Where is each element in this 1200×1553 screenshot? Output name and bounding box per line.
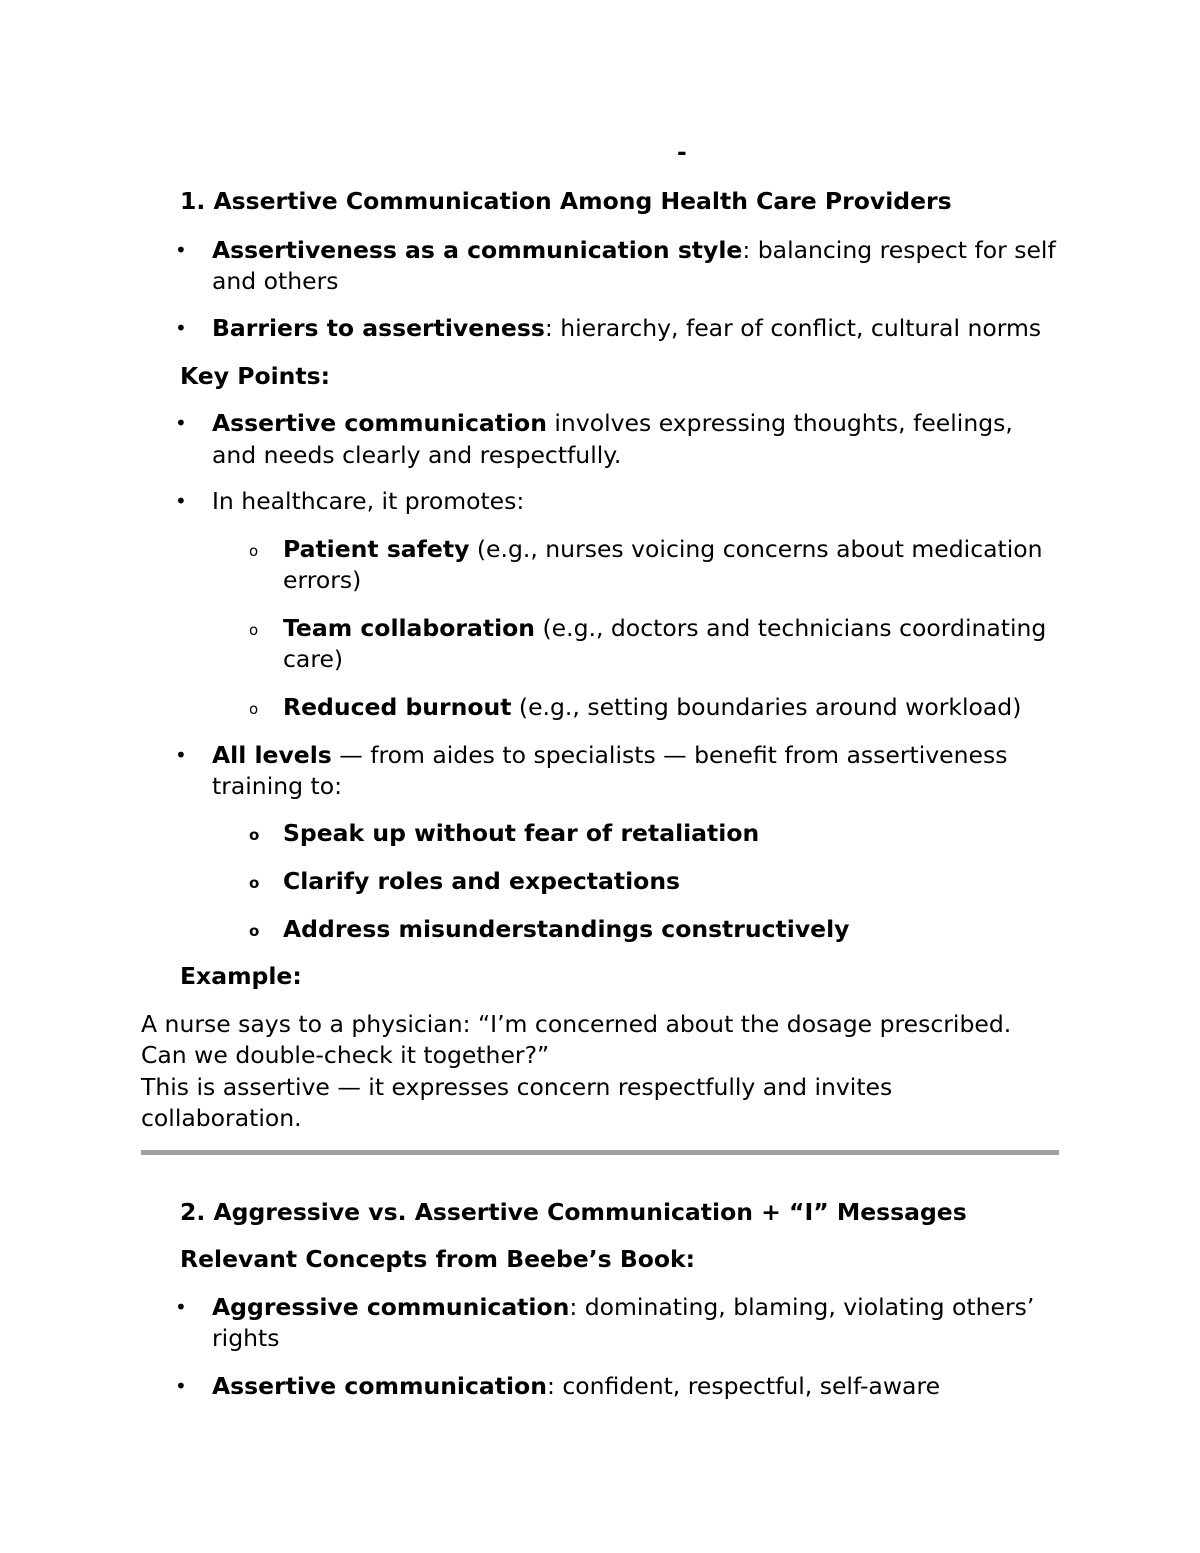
list-item (212, 235, 1056, 266)
sub-list-item (283, 692, 1021, 723)
sub-list-item (283, 534, 1043, 565)
sub-list-item: Address misunderstandings constructively (283, 915, 850, 943)
concepts-label: Relevant Concepts from Beebe’s Book: (180, 1245, 696, 1273)
example-line: collaboration. (141, 1104, 302, 1132)
sub-bullet-icon: o (249, 922, 260, 940)
key-points-label: Key Points: (180, 362, 331, 390)
list-item-bold: Aggressive communication (212, 1293, 570, 1321)
list-item-continuation: rights (212, 1324, 280, 1352)
sub-list-item-text: (e.g., doctors and technicians coordinating (535, 614, 1047, 642)
example-line: A nurse says to a physician: “I’m concerned about the dosage prescribed. (141, 1010, 1012, 1038)
list-item-continuation: and needs clearly and respectfully. (212, 441, 622, 469)
sub-bullet-icon: o (249, 621, 259, 639)
list-item-text: — from aides to specialists — benefit from assertiveness (331, 741, 1008, 769)
horizontal-divider (141, 1150, 1059, 1155)
list-item (212, 1371, 940, 1402)
sub-list-item-text: (e.g., nurses voicing concerns about medication (469, 535, 1043, 563)
list-item (212, 1292, 1034, 1323)
sub-list-item-bold: Reduced burnout (283, 693, 512, 721)
section-1-heading: 1. Assertive Communication Among Health Care Providers (180, 187, 952, 215)
sub-list-item: Clarify roles and expectations (283, 867, 681, 895)
list-item-bold: Assertive communication (212, 409, 547, 437)
sub-list-item-bold: Patient safety (283, 535, 470, 563)
list-item-bold: Assertiveness as a communication style (212, 236, 743, 264)
list-item-text: : dominating, blaming, violating others’ (569, 1293, 1035, 1321)
example-line: This is assertive — it expresses concern respectfully and invites (141, 1073, 893, 1101)
sub-list-item-continuation: errors) (283, 566, 362, 594)
list-item (212, 408, 1013, 439)
list-item (212, 740, 1007, 771)
list-item-continuation: training to: (212, 772, 343, 800)
example-line: Can we double-check it together?” (141, 1041, 550, 1069)
bullet-icon: • (175, 238, 187, 262)
sub-bullet-icon: o (249, 542, 259, 560)
list-item-text: : confident, respectful, self-aware (546, 1372, 941, 1400)
list-item-continuation: and others (212, 267, 339, 295)
sub-bullet-icon: o (249, 700, 259, 718)
bullet-icon: • (175, 1295, 187, 1319)
bullet-icon: • (175, 489, 187, 513)
header-mark: - (677, 138, 687, 166)
bullet-icon: • (175, 316, 187, 340)
list-item-text: : hierarchy, fear of conflict, cultural norms (544, 314, 1042, 342)
sub-list-item: Speak up without fear of retaliation (283, 819, 760, 847)
list-item-bold: Assertive communication (212, 1372, 547, 1400)
list-item: In healthcare, it promotes: (212, 487, 525, 515)
list-item-bold: Barriers to assertiveness (212, 314, 545, 342)
section-2-heading: 2. Aggressive vs. Assertive Communication + “I” Messages (180, 1198, 967, 1226)
list-item-bold: All levels (212, 741, 332, 769)
list-item-text: involves expressing thoughts, feelings, (546, 409, 1013, 437)
sub-list-item-text: (e.g., setting boundaries around workload) (511, 693, 1022, 721)
bullet-icon: • (175, 411, 187, 435)
list-item-text: : balancing respect for self (742, 236, 1056, 264)
list-item (212, 313, 1041, 344)
sub-bullet-icon: o (249, 874, 260, 892)
bullet-icon: • (175, 1374, 187, 1398)
bullet-icon: • (175, 743, 187, 767)
sub-bullet-icon: o (249, 826, 260, 844)
sub-list-item-continuation: care) (283, 645, 344, 673)
sub-list-item (283, 613, 1046, 644)
sub-list-item-bold: Team collaboration (283, 614, 535, 642)
example-label: Example: (180, 962, 302, 990)
